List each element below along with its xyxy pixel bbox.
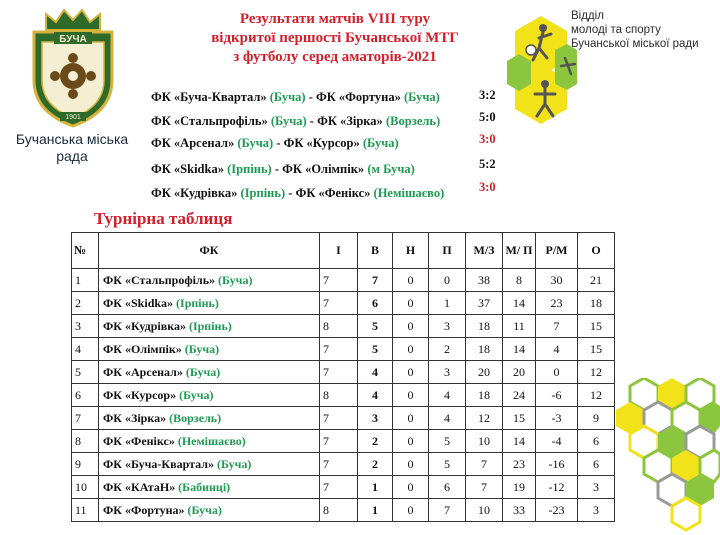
header-cell: М/ П (503, 233, 536, 269)
team-city: (Бабинці) (178, 479, 231, 494)
pos-cell: 8 (72, 430, 99, 453)
gf-cell: 37 (466, 292, 503, 315)
team-city: (Буча) (218, 272, 253, 287)
team-name: ФК «Фенікс» (103, 433, 175, 448)
pts-cell: 12 (578, 384, 615, 407)
ga-cell: 20 (503, 361, 536, 384)
ga-cell: 33 (503, 499, 536, 522)
team-name: ФК «Фортуна» (103, 502, 185, 517)
l-cell: 6 (429, 476, 466, 499)
w-cell: 1 (358, 476, 393, 499)
pts-cell: 6 (578, 453, 615, 476)
match-away-city: (Ворзель) (385, 114, 441, 128)
match-result: ФК «Кудрівка» (Ірпінь) - ФК «Фенікс» (Немішаєво) (151, 186, 445, 200)
table-row (72, 292, 615, 315)
match-home-team: ФК «Кудрівка» (151, 186, 238, 200)
gf-cell: 10 (466, 430, 503, 453)
ga-cell: 23 (503, 453, 536, 476)
pos-cell: 2 (72, 292, 99, 315)
match-result: ФК «Арсенал» (Буча) - ФК «Курсор» (Буча) (151, 136, 399, 150)
d-cell: 0 (393, 384, 429, 407)
title-line1: Результати матчів VIII туру (239, 11, 431, 27)
match-score: 3:0 (479, 180, 496, 194)
gf-cell: 20 (466, 361, 503, 384)
g-cell: 7 (320, 476, 358, 499)
match-home-city: (Буча) (270, 114, 307, 128)
g-cell: 7 (320, 430, 358, 453)
header-cell: І (320, 233, 358, 269)
standings-table (71, 232, 615, 522)
logo-caption-line2: рада (56, 148, 88, 164)
ga-cell: 24 (503, 384, 536, 407)
team-cell (99, 292, 320, 315)
g-cell: 8 (320, 384, 358, 407)
w-cell: 4 (358, 384, 393, 407)
match-away-city: (Буча) (362, 136, 399, 150)
match-home-team: ФК «Skidka» (151, 162, 224, 176)
d-cell: 0 (393, 338, 429, 361)
match-away-city: (м Буча) (367, 162, 415, 176)
pts-cell: 21 (578, 269, 615, 292)
ga-cell: 19 (503, 476, 536, 499)
header-cell: В (358, 233, 393, 269)
match-away-team: ФК «Фортуна» (315, 90, 401, 104)
team-cell (99, 384, 320, 407)
pts-cell: 12 (578, 361, 615, 384)
d-cell: 0 (393, 476, 429, 499)
hexagon-pattern-icon (600, 378, 720, 535)
pts-cell: 15 (578, 338, 615, 361)
ga-cell: 11 (503, 315, 536, 338)
diff-cell: 30 (536, 269, 578, 292)
table-row (72, 361, 615, 384)
pos-cell: 9 (72, 453, 99, 476)
team-cell (99, 453, 320, 476)
d-cell: 0 (393, 361, 429, 384)
gf-cell: 10 (466, 499, 503, 522)
pos-cell: 7 (72, 407, 99, 430)
match-home-team: ФК «Буча-Квартал» (151, 90, 267, 104)
d-cell: 0 (393, 292, 429, 315)
match-result: ФК «Буча-Квартал» (Буча) - ФК «Фортуна» (Буча) (151, 90, 440, 104)
l-cell: 4 (429, 384, 466, 407)
l-cell: 7 (429, 499, 466, 522)
match-score: 3:0 (479, 132, 496, 146)
team-name: ФК «Зірка» (103, 410, 167, 425)
header-cell: О (578, 233, 615, 269)
gf-cell: 12 (466, 407, 503, 430)
department-name (571, 9, 720, 51)
l-cell: 5 (429, 430, 466, 453)
team-cell (99, 499, 320, 522)
pts-cell: 18 (578, 292, 615, 315)
pts-cell: 6 (578, 430, 615, 453)
team-name: ФК «Skidka» (103, 295, 174, 310)
table-row (72, 476, 615, 499)
match-score: 5:2 (479, 157, 496, 171)
d-cell: 0 (393, 407, 429, 430)
d-cell: 0 (393, 499, 429, 522)
team-name: ФК «Стальпрофіль» (103, 272, 216, 287)
l-cell: 0 (429, 269, 466, 292)
diff-cell: 4 (536, 338, 578, 361)
ga-cell: 15 (503, 407, 536, 430)
pos-cell: 4 (72, 338, 99, 361)
gf-cell: 7 (466, 453, 503, 476)
l-cell: 2 (429, 338, 466, 361)
d-cell: 0 (393, 269, 429, 292)
logo-caption-line1: Бучанська міська (15, 131, 129, 147)
team-cell (99, 430, 320, 453)
pos-cell: 6 (72, 384, 99, 407)
table-row (72, 430, 615, 453)
w-cell: 5 (358, 315, 393, 338)
diff-cell: 7 (536, 315, 578, 338)
team-city: (Буча) (184, 341, 220, 356)
table-row (72, 269, 615, 292)
table-row (72, 453, 615, 476)
team-city: (Буча) (187, 502, 222, 517)
team-cell (99, 315, 320, 338)
l-cell: 5 (429, 453, 466, 476)
w-cell: 7 (358, 269, 393, 292)
header-cell: М/З (466, 233, 503, 269)
team-city: (Немішаєво) (177, 433, 246, 448)
l-cell: 3 (429, 315, 466, 338)
team-cell (99, 269, 320, 292)
pts-cell: 9 (578, 407, 615, 430)
ga-cell: 14 (503, 430, 536, 453)
header-cell: Н (393, 233, 429, 269)
match-home-team: ФК «Стальпрофіль» (151, 114, 268, 128)
dept-line3: Бучанської міської ради (571, 38, 699, 50)
match-home-team: ФК «Арсенал» (151, 136, 235, 150)
diff-cell: -6 (536, 384, 578, 407)
team-city: (Буча) (185, 364, 221, 379)
match-home-city: (Буча) (269, 90, 306, 104)
match-away-team: ФК «Олімпік» (282, 162, 365, 176)
gf-cell: 18 (466, 315, 503, 338)
table-row (72, 338, 615, 361)
team-city: (Ірпінь) (188, 318, 232, 333)
match-away-city: (Немішаєво) (373, 186, 445, 200)
match-home-city: (Буча) (237, 136, 274, 150)
g-cell: 8 (320, 315, 358, 338)
l-cell: 1 (429, 292, 466, 315)
logo-caption (8, 131, 136, 165)
table-row (72, 315, 615, 338)
diff-cell: -23 (536, 499, 578, 522)
w-cell: 3 (358, 407, 393, 430)
page-title (170, 10, 500, 67)
w-cell: 6 (358, 292, 393, 315)
dept-line2: молоді та спорту (571, 24, 661, 36)
d-cell: 0 (393, 315, 429, 338)
team-cell (99, 407, 320, 430)
diff-cell: 23 (536, 292, 578, 315)
logo-name: БУЧА (59, 34, 87, 45)
g-cell: 8 (320, 499, 358, 522)
header-cell: П (429, 233, 466, 269)
coat-of-arms-icon (24, 8, 122, 130)
pos-cell: 1 (72, 269, 99, 292)
title-line3: з футболу серед аматорів-2021 (233, 49, 437, 65)
team-name: ФК «Буча-Квартал» (103, 456, 214, 471)
ga-cell: 14 (503, 292, 536, 315)
team-name: ФК «КАтаН» (103, 479, 176, 494)
table-row (72, 499, 615, 522)
pos-cell: 10 (72, 476, 99, 499)
match-score: 3:2 (479, 88, 496, 102)
logo-year: 1901 (65, 114, 81, 121)
w-cell: 2 (358, 453, 393, 476)
gf-cell: 38 (466, 269, 503, 292)
table-row (72, 407, 615, 430)
diff-cell: -3 (536, 407, 578, 430)
table-title: Турнірна таблиця (94, 209, 233, 228)
g-cell: 7 (320, 269, 358, 292)
team-name: ФК «Кудрівка» (103, 318, 186, 333)
header-cell: Р/М (536, 233, 578, 269)
team-city: (Ворзель) (169, 410, 222, 425)
d-cell: 0 (393, 453, 429, 476)
team-cell (99, 361, 320, 384)
pos-cell: 3 (72, 315, 99, 338)
diff-cell: 0 (536, 361, 578, 384)
diff-cell: -16 (536, 453, 578, 476)
team-name: ФК «Арсенал» (103, 364, 183, 379)
diff-cell: -4 (536, 430, 578, 453)
match-away-team: ФК «Фенікс» (295, 186, 371, 200)
pts-cell: 15 (578, 315, 615, 338)
g-cell: 7 (320, 407, 358, 430)
d-cell: 0 (393, 430, 429, 453)
team-city: (Буча) (216, 456, 252, 471)
header-cell: № (72, 233, 99, 269)
diff-cell: -12 (536, 476, 578, 499)
table-header-row (72, 233, 615, 269)
l-cell: 3 (429, 361, 466, 384)
table-row (72, 384, 615, 407)
ga-cell: 8 (503, 269, 536, 292)
pos-cell: 11 (72, 499, 99, 522)
title-line2: відкритої першості Бучанської МТГ (211, 30, 459, 46)
l-cell: 4 (429, 407, 466, 430)
pos-cell: 5 (72, 361, 99, 384)
match-away-city: (Буча) (404, 90, 440, 104)
match-away-team: ФК «Зірка» (317, 114, 383, 128)
pts-cell: 3 (578, 476, 615, 499)
w-cell: 4 (358, 361, 393, 384)
match-away-team: ФК «Курсор» (283, 136, 360, 150)
ga-cell: 14 (503, 338, 536, 361)
match-score: 5:0 (479, 110, 496, 124)
header-cell: ФК (99, 233, 320, 269)
w-cell: 5 (358, 338, 393, 361)
g-cell: 7 (320, 361, 358, 384)
match-home-city: (Ірпінь) (227, 162, 272, 176)
gf-cell: 18 (466, 384, 503, 407)
w-cell: 1 (358, 499, 393, 522)
team-city: (Ірпінь) (176, 295, 219, 310)
team-name: ФК «Курсор» (103, 387, 177, 402)
g-cell: 7 (320, 338, 358, 361)
team-cell (99, 476, 320, 499)
match-result: ФК «Стальпрофіль» (Буча) - ФК «Зірка» (Ворзель) (151, 114, 441, 128)
team-name: ФК «Олімпік» (103, 341, 182, 356)
dept-line1: Відділ (571, 10, 604, 22)
match-home-city: (Ірпінь) (240, 186, 286, 200)
team-city: (Буча) (179, 387, 214, 402)
sports-hexagon-logo-icon (505, 14, 577, 126)
g-cell: 7 (320, 453, 358, 476)
match-result: ФК «Skidka» (Ірпінь) - ФК «Олімпік» (м Буча) (151, 162, 415, 176)
team-cell (99, 338, 320, 361)
gf-cell: 7 (466, 476, 503, 499)
gf-cell: 18 (466, 338, 503, 361)
g-cell: 7 (320, 292, 358, 315)
w-cell: 2 (358, 430, 393, 453)
pts-cell: 3 (578, 499, 615, 522)
